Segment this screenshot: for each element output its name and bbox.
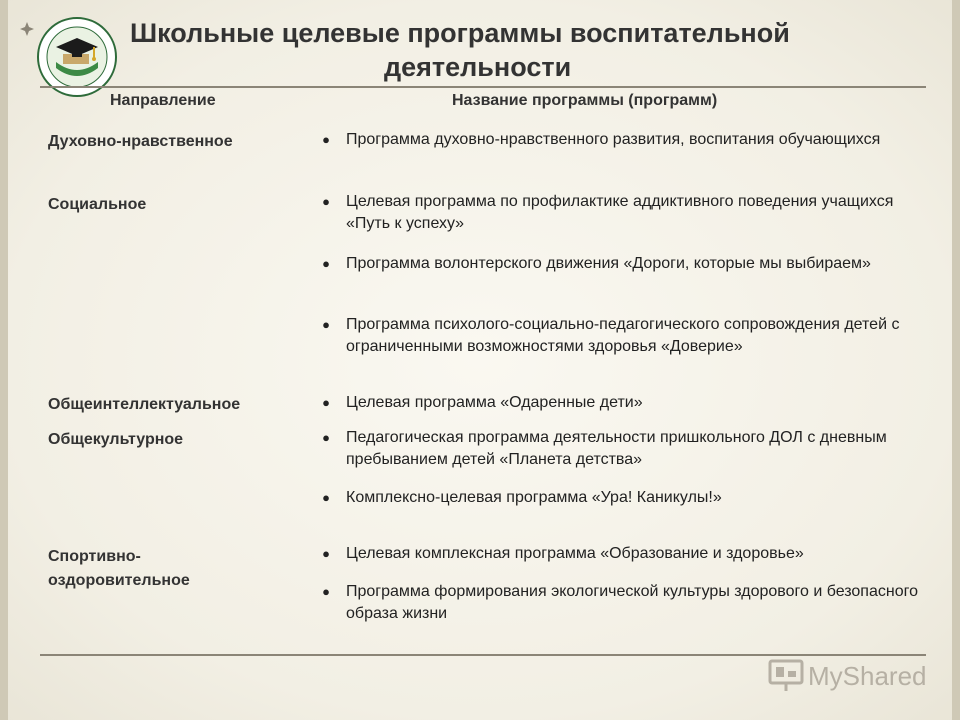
program-item <box>306 487 922 509</box>
program-text: Целевая программа по профилактике аддиктивного поведения учащихся «Путь к успеху» <box>346 193 894 232</box>
program-text: Комплексно-целевая программа «Ура! Каникулы!» <box>346 489 722 506</box>
bullet-icon: ● <box>322 490 330 505</box>
program-text: Программа психолого-социально-педагогического сопровождения детей с ограниченными возможностями здоровья «Доверие» <box>346 316 900 355</box>
right-border <box>952 0 960 720</box>
bullet-icon: ● <box>322 430 330 445</box>
page-title <box>130 16 890 84</box>
title-line-2: деятельности <box>384 52 572 82</box>
bullet-icon: ● <box>322 132 330 147</box>
program-item <box>306 129 922 151</box>
watermark-text: MyShared <box>808 660 927 691</box>
bullet-icon: ● <box>322 546 330 561</box>
left-border <box>0 0 8 720</box>
direction-social: Социальное <box>48 196 147 213</box>
star-icon <box>20 22 34 36</box>
top-divider <box>40 86 926 88</box>
bullet-icon: ● <box>322 395 330 410</box>
program-text: Целевая программа «Одаренные дети» <box>346 394 643 411</box>
program-item <box>306 427 922 471</box>
bullet-icon: ● <box>322 256 330 271</box>
program-item <box>306 581 922 625</box>
program-item <box>306 314 922 358</box>
program-text: Целевая комплексная программа «Образование и здоровье» <box>346 545 804 562</box>
direction-cultural: Общекультурное <box>48 431 184 448</box>
program-text: Программа духовно-нравственного развития, воспитания обучающихся <box>346 131 881 148</box>
column-header-program: Название программы (программ) <box>452 92 718 109</box>
bullet-icon: ● <box>322 584 330 599</box>
direction-spiritual: Духовно-нравственное <box>48 133 233 150</box>
direction-line-1: Спортивно- <box>48 548 141 565</box>
direction-intellectual: Общеинтеллектуальное <box>48 396 241 413</box>
bullet-icon: ● <box>322 194 330 209</box>
column-header-direction: Направление <box>110 92 216 109</box>
program-item <box>306 253 922 275</box>
presentation-icon <box>768 659 804 693</box>
program-item <box>306 392 922 414</box>
direction-line-2: оздоровительное <box>48 572 190 589</box>
program-item <box>306 543 922 565</box>
title-line-1: Школьные целевые программы воспитательной <box>130 18 790 48</box>
bullet-icon: ● <box>322 317 330 332</box>
program-text: Педагогическая программа деятельности пришкольного ДОЛ с дневным пребыванием детей «Планета детства» <box>346 429 887 468</box>
program-text: Программа формирования экологической культуры здорового и безопасного образа жизни <box>346 583 918 622</box>
program-item <box>306 191 922 235</box>
direction-sports-health <box>48 545 308 593</box>
program-text: Программа волонтерского движения «Дороги, которые мы выбираем» <box>346 255 871 272</box>
watermark <box>768 656 938 696</box>
